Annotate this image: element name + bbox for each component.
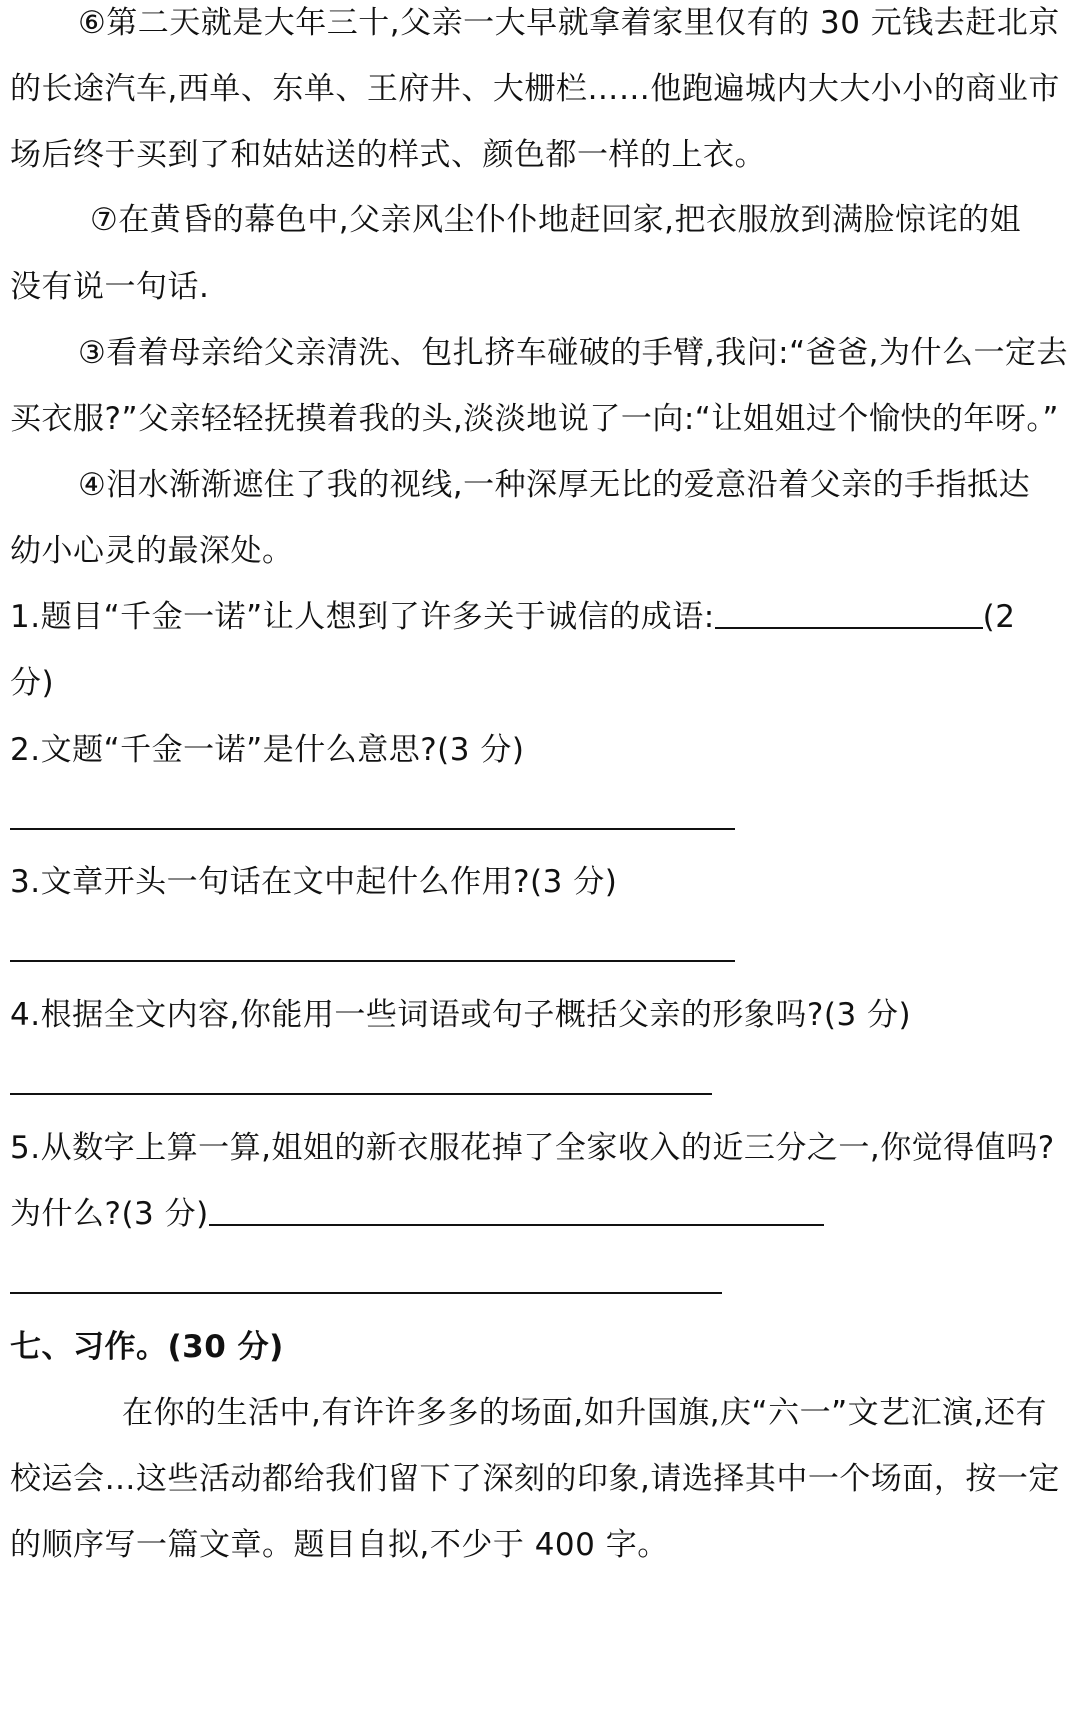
paragraph-6-line-1: ⑥第二天就是大年三十,父亲一大早就拿着家里仅有的 30 元钱去赶北京 [78, 5, 1060, 41]
composition-prompt-line-2: 校运会…这些活动都给我们留下了深刻的印象,请选择其中一个场面，按一定 [10, 1461, 1060, 1497]
paragraph-4-line-1: ④泪水渐渐遮住了我的视线,一种深厚无比的爱意沿着父亲的手指抵达 [78, 467, 1031, 503]
paragraph-7-line-1: ⑦在黄昏的幕色中,父亲风尘仆仆地赶回家,把衣服放到满脸惊诧的姐 [90, 202, 1021, 238]
question-4: 4.根据全文内容,你能用一些词语或句子概括父亲的形象吗?(3 分) [10, 997, 912, 1033]
question-1-text: 1.题目“千金一诺”让人想到了许多关于诚信的成语: [10, 599, 715, 635]
paragraph-4-line-2: 幼小心灵的最深处。 [10, 533, 294, 569]
question-1 [10, 599, 1016, 635]
question-3: 3.文章开头一句话在文中起什么作用?(3 分) [10, 864, 618, 900]
question-5-line-2-text: 为什么?(3 分) [10, 1196, 209, 1232]
question-2: 2.文题“千金一诺”是什么意思?(3 分) [10, 732, 525, 768]
question-5-answer-line[interactable] [10, 1292, 722, 1294]
question-1-answer-blank[interactable] [715, 627, 983, 629]
paragraph-3-line-1: ③看着母亲给父亲清洗、包扎挤车碰破的手臂,我问:“爸爸,为什么一定去 [78, 335, 1069, 371]
paragraph-6-line-2: 的长途汽车,西单、东单、王府井、大栅栏……他跑遍城内大大小小的商业市 [10, 71, 1060, 107]
question-1-score: (2 [982, 599, 1016, 635]
composition-section-title: 七、习作。(30 分) [10, 1329, 284, 1365]
question-3-answer-line[interactable] [10, 960, 735, 962]
question-5-line-2 [10, 1196, 824, 1232]
composition-prompt-line-3: 的顺序写一篇文章。题目自拟,不少于 400 字。 [10, 1527, 669, 1563]
composition-prompt-line-1: 在你的生活中,有许许多多的场面,如升国旗,庆“六一”文艺汇演,还有 [122, 1395, 1048, 1431]
question-2-answer-line[interactable] [10, 828, 735, 830]
question-5-line-1: 5.从数字上算一算,姐姐的新衣服花掉了全家收入的近三分之一,你觉得值吗? [10, 1130, 1055, 1166]
question-5-answer-blank[interactable] [209, 1224, 824, 1226]
paragraph-3-line-2: 买衣服?”父亲轻轻抚摸着我的头,淡淡地说了一向:“让姐姐过个愉快的年呀。” [10, 401, 1059, 437]
paragraph-6-line-3: 场后终于买到了和姑姑送的样式、颜色都一样的上衣。 [10, 137, 766, 173]
question-1-score-continued: 分) [10, 665, 55, 701]
question-4-answer-line[interactable] [10, 1093, 712, 1095]
paragraph-7-line-2: 没有说一句话. [10, 269, 210, 305]
